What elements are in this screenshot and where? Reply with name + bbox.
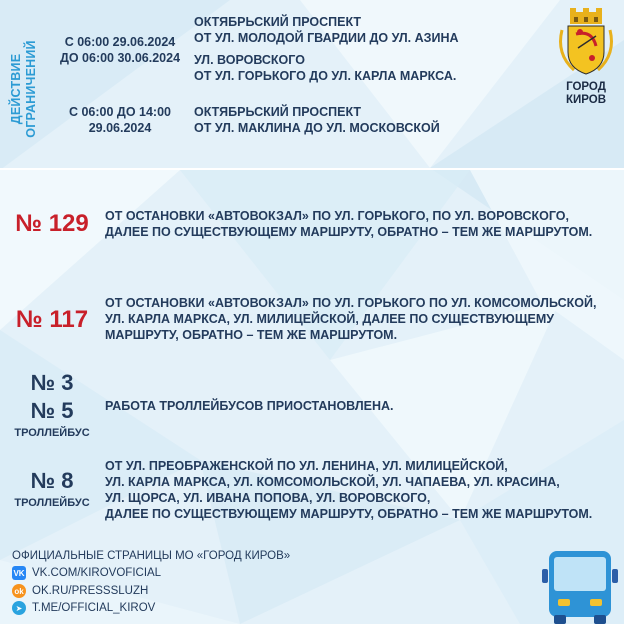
bus-icon [540, 547, 620, 624]
restriction-street-2 [194, 104, 524, 136]
telegram-link-text: T.ME/OFFICIAL_KIROV [32, 602, 156, 614]
logo-line1: ГОРОД [566, 81, 606, 93]
vk-icon: VK [12, 566, 26, 580]
vk-link-text: VK.COM/KIROVOFICIAL [32, 567, 162, 579]
street-segment: ОТ УЛ. МОЛОДОЙ ГВАРДИИ ДО УЛ. АЗИНА [194, 31, 459, 45]
route-desc-line: ДАЛЕЕ ПО СУЩЕСТВУЮЩЕМУ МАРШРУТУ, ОБРАТНО – ТЕМ ЖЕ МАРШРУТОМ. [105, 225, 593, 239]
route-desc-line: ОТ УЛ. ПРЕОБРАЖЕНСКОЙ ПО УЛ. ЛЕНИНА, УЛ. МИЛИЦЕЙСКОЙ, [105, 459, 508, 473]
route-3-5-description [105, 398, 615, 414]
route-desc-line: ОТ ОСТАНОВКИ «АВТОВОКЗАЛ» ПО УЛ. ГОРЬКОГО, ПО УЛ. ВОРОВСКОГО, [105, 209, 570, 223]
restriction-time-2-line2: 29.06.2024 [88, 121, 152, 135]
route-8-description [105, 458, 615, 522]
trolleybus-label-3-5: ТРОЛЛЕЙБУС [14, 427, 90, 439]
route-desc-line: МАРШРУТУ, ОБРАТНО – ТЕМ ЖЕ МАРШРУТОМ. [105, 328, 398, 342]
trolleybus-label-8: ТРОЛЛЕЙБУС [14, 497, 90, 509]
telegram-icon: ➤ [12, 601, 26, 615]
route-number-3: № 3 [30, 370, 74, 395]
telegram-link[interactable] [12, 600, 272, 616]
restriction-street-1b [194, 52, 524, 84]
street-name: ОКТЯБРЬСКИЙ ПРОСПЕКТ [194, 15, 362, 29]
restriction-street-1a [194, 14, 524, 46]
route-number-5: № 5 [30, 398, 74, 423]
route-desc-line: УЛ. КАРЛА МАРКСА, УЛ. КОМСОМОЛЬСКОЙ, УЛ. ЧАПАЕВА, УЛ. КРАСИНА, [105, 475, 560, 489]
ok-link[interactable] [12, 583, 272, 599]
restriction-time-2-line1: С 06:00 ДО 14:00 [68, 105, 171, 119]
street-name: УЛ. ВОРОВСКОГО [194, 53, 305, 67]
street-name: ОКТЯБРЬСКИЙ ПРОСПЕКТ [194, 105, 362, 119]
route-desc-line: ОТ ОСТАНОВКИ «АВТОВОКЗАЛ» ПО УЛ. ГОРЬКОГО ПО УЛ. КОМСОМОЛЬСКОЙ, [105, 296, 597, 310]
route-129-description [105, 208, 615, 240]
official-pages-title: ОФИЦИАЛЬНЫЕ СТРАНИЦЫ МО «ГОРОД КИРОВ» [12, 550, 291, 562]
route-desc-line: УЛ. ЩОРСА, УЛ. ИВАНА ПОПОВА, УЛ. ВОРОВСКОГО, [105, 491, 431, 505]
logo-text [552, 81, 620, 107]
ok-link-text: OK.RU/PRESSSLUZH [32, 585, 149, 597]
route-desc-line: УЛ. КАРЛА МАРКСА, УЛ. МИЛИЦЕЙСКОЙ, ДАЛЕЕ ПО СУЩЕСТВУЮЩЕМУ [105, 312, 555, 326]
route-number-129: № 129 [15, 210, 89, 237]
route-number-8: № 8 [30, 468, 74, 493]
route-desc-line: ДАЛЕЕ ПО СУЩЕСТВУЮЩЕМУ МАРШРУТУ, ОБРАТНО – ТЕМ ЖЕ МАРШРУТОМ. [105, 507, 593, 521]
header-divider [0, 168, 624, 170]
vertical-label-text: ДЕЙСТВИЕ ОГРАНИЧЕНИЙ [9, 40, 38, 138]
street-segment: ОТ УЛ. ГОРЬКОГО ДО УЛ. КАРЛА МАРКСА. [194, 69, 457, 83]
restriction-time-1-line1: С 06:00 29.06.2024 [64, 35, 176, 49]
logo-line2: КИРОВ [565, 94, 607, 106]
ok-icon: ok [12, 584, 26, 598]
restriction-time-1-line2: ДО 06:00 30.06.2024 [59, 51, 181, 65]
coat-of-arms-icon [552, 8, 620, 78]
kirov-city-logo [552, 8, 620, 112]
route-desc-line: РАБОТА ТРОЛЛЕЙБУСОВ ПРИОСТАНОВЛЕНА. [105, 399, 394, 413]
route-117-description [105, 295, 615, 343]
vk-link[interactable] [12, 565, 272, 581]
restriction-time-1 [50, 34, 190, 66]
restriction-period-label [2, 14, 46, 164]
route-number-117: № 117 [15, 306, 89, 333]
street-segment: ОТ УЛ. МАКЛИНА ДО УЛ. МОСКОВСКОЙ [194, 121, 440, 135]
restriction-time-2 [50, 104, 190, 136]
